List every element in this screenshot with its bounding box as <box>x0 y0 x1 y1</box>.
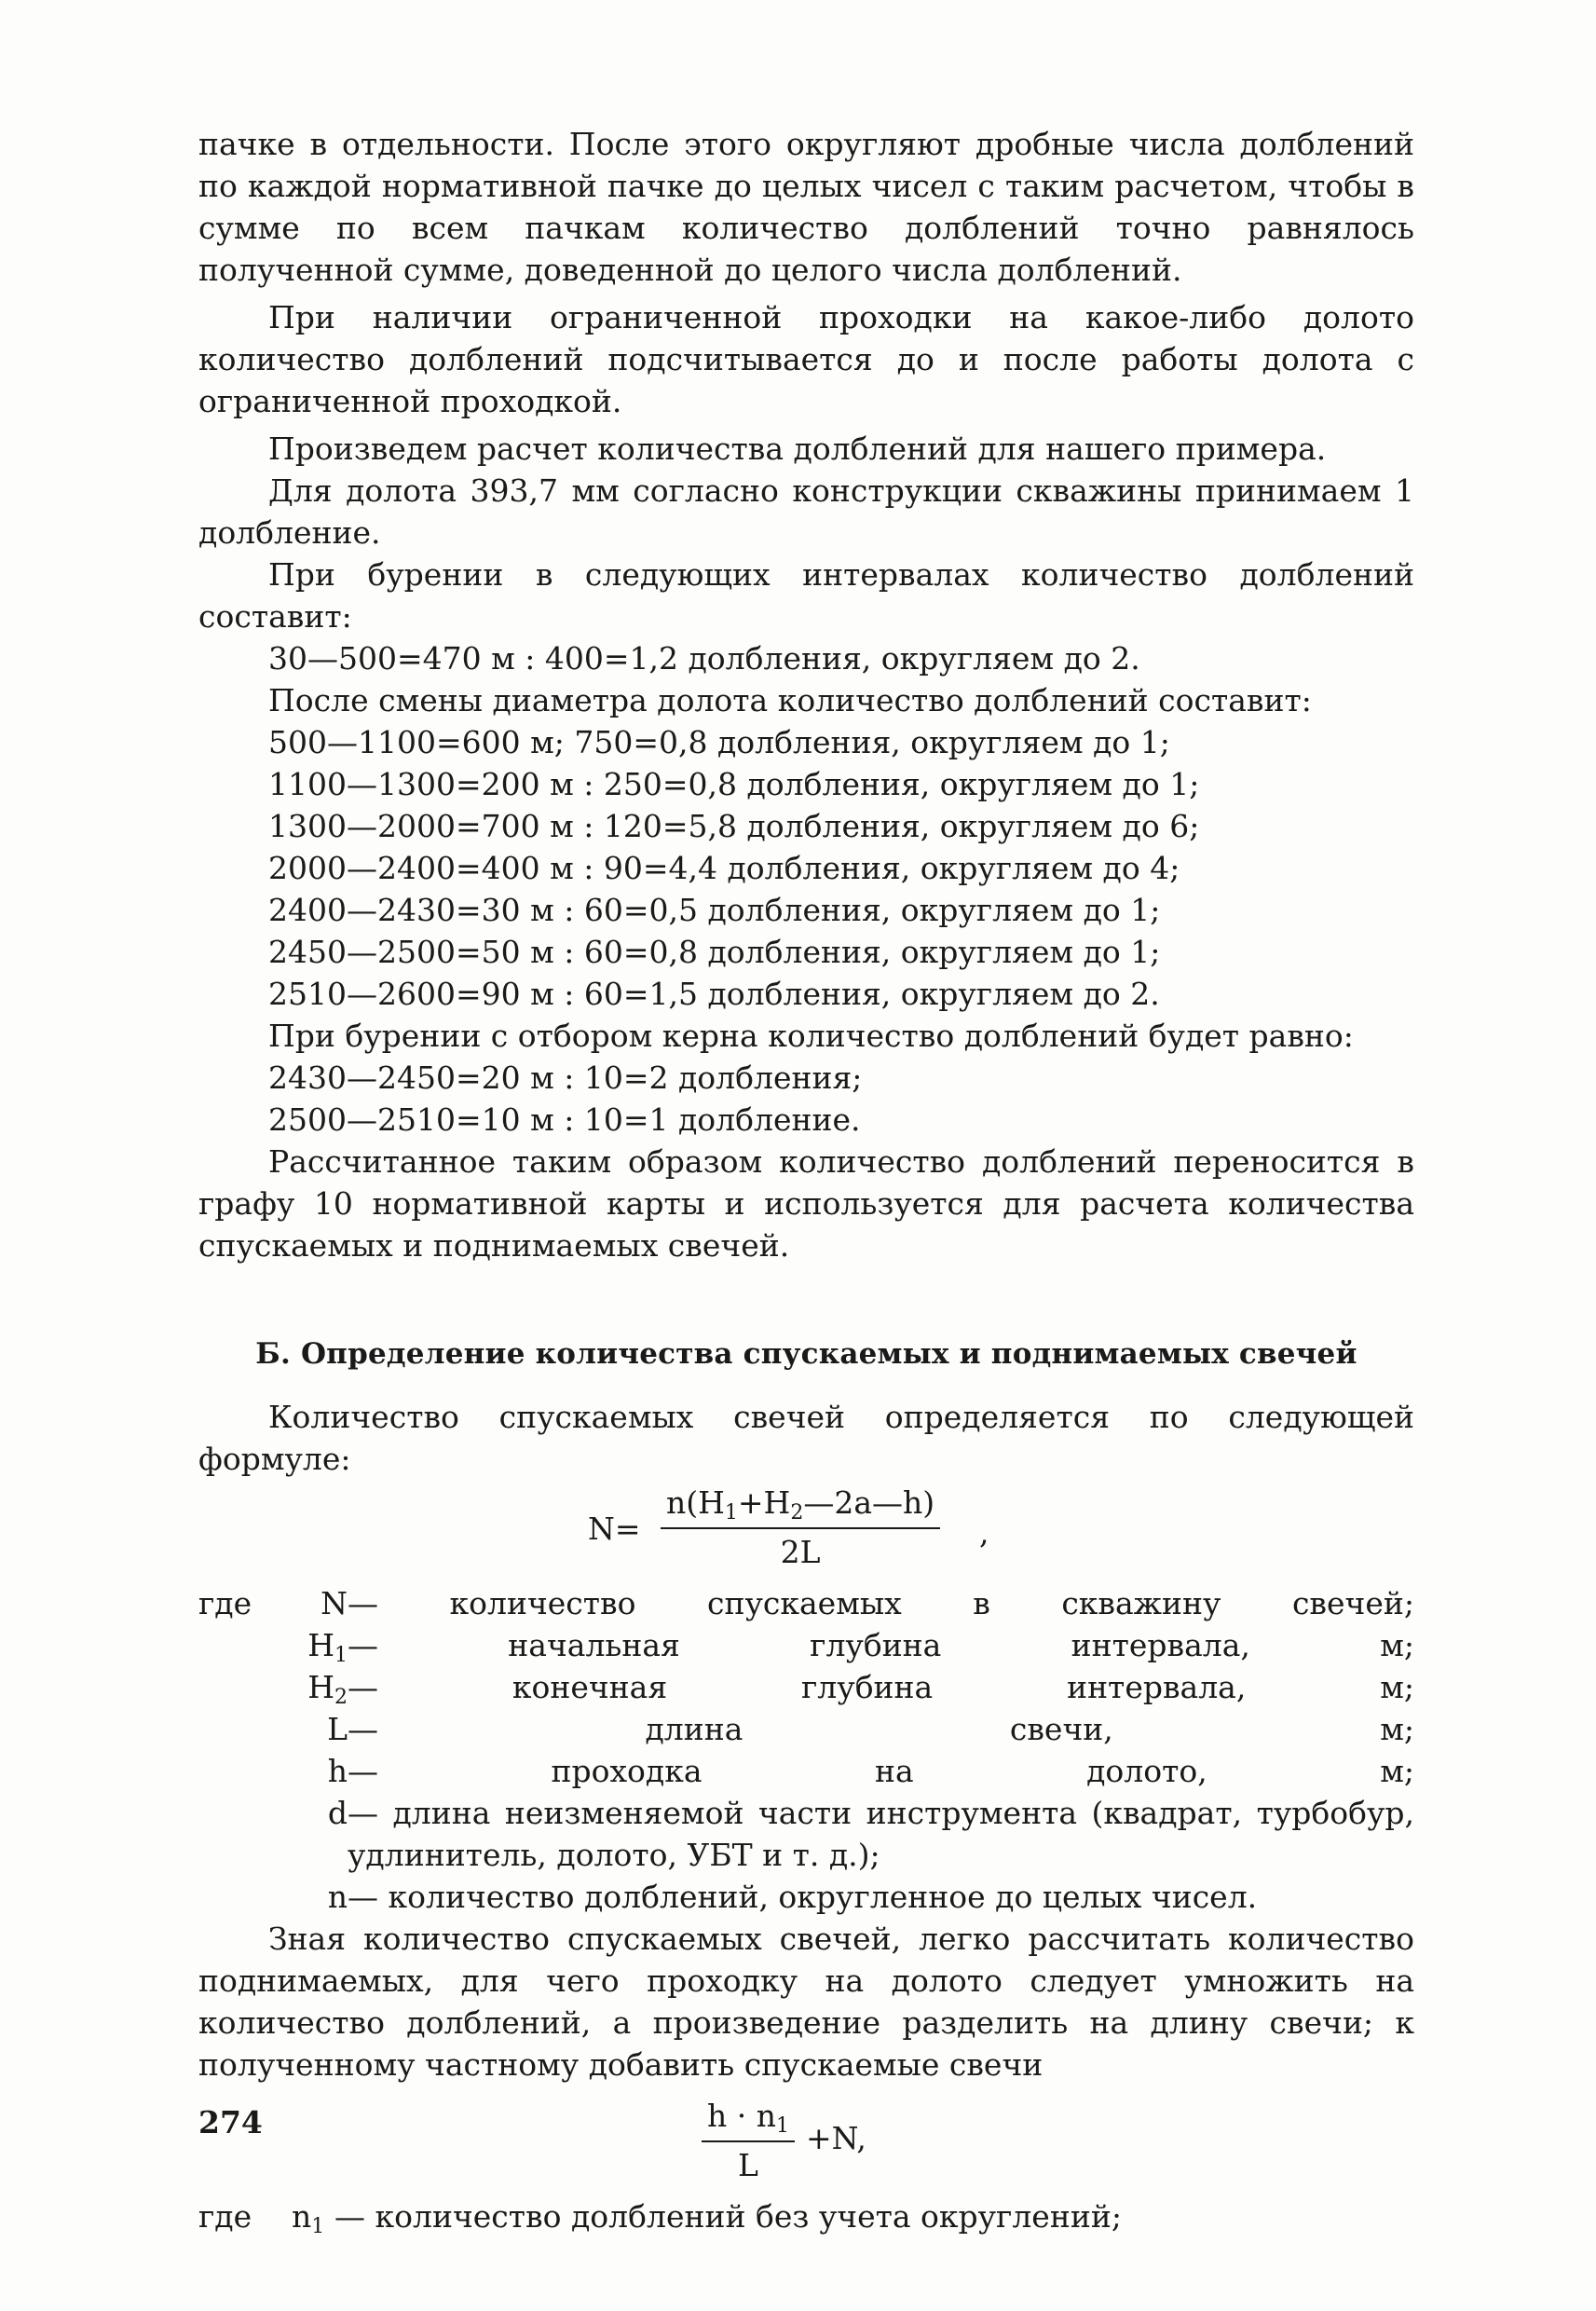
paragraph-1: пачке в отдельности. После этого округляют дробные числа долблений по каждой нормативной пачке до целых чисел с таким расчетом, чтобы в сумме по всем пачкам количество долблений точно равнялось полученной сумме, доведенной до целого числа долблений. <box>198 126 1414 288</box>
subscript: 1 <box>724 1501 738 1525</box>
formula-intro: Количество спускаемых свечей определяется по следующей формуле: <box>198 1399 1414 1477</box>
definition-text: — количество спускаемых в скважину свечей; <box>348 1585 1414 1621</box>
subscript: 2 <box>790 1501 804 1525</box>
paragraph-3: Произведем расчет количества долблений для нашего примера. <box>268 431 1327 467</box>
subscript: 2 <box>334 1686 348 1709</box>
subscript: 1 <box>334 1644 348 1667</box>
formula-fraction <box>661 1482 940 1573</box>
intervals-2-intro: После смены диаметра долота количество долблений составит: <box>268 682 1312 718</box>
interval-line: 2450—2500=50 м : 60=0,8 долбления, округляем до 1; <box>268 934 1161 970</box>
formula-candles-down <box>198 1480 1414 1582</box>
definition-text: — проходка на долото, м; <box>348 1753 1414 1789</box>
final-definition <box>198 2195 1414 2237</box>
page-number: 274 <box>198 2104 263 2140</box>
formula-numerator <box>702 2095 795 2142</box>
definition-symbol: n <box>327 1879 348 1915</box>
interval-line: 500—1100=600 м; 750=0,8 долбления, округляем до 1; <box>268 724 1170 760</box>
formula-numerator <box>661 1482 940 1529</box>
interval-line: 2400—2430=30 м : 60=0,5 долбления, округляем до 1; <box>268 892 1161 928</box>
numerator-part: h · n <box>707 2098 776 2134</box>
numerator-part: —2a—h) <box>803 1484 935 1521</box>
definition-symbol: d <box>327 1795 348 1831</box>
interval-line: 2000—2400=400 м : 90=4,4 долбления, округляем до 4; <box>268 850 1180 886</box>
definition-item <box>198 1876 1414 1918</box>
paragraph-2: При наличии ограниченной проходки на какое-либо долото количество долблений подсчитывается до и после работы долота с ограниченной проходкой. <box>198 299 1414 419</box>
subscript: 1 <box>311 2215 325 2238</box>
numerator-part: +H <box>737 1484 791 1521</box>
paragraph-4: Для долота 393,7 мм согласно конструкции скважины принимаем 1 долбление. <box>198 472 1414 551</box>
definitions-list <box>198 1582 1414 1918</box>
formula-candles-up <box>198 2085 1414 2195</box>
definition-item <box>198 1624 1414 1666</box>
formula-fraction <box>702 2095 795 2186</box>
interval-line: 2430—2450=20 м : 10=2 долбления; <box>268 1060 863 1096</box>
page-body <box>198 123 1414 2237</box>
formula-lhs: N= <box>588 1511 641 1547</box>
formula-denominator: L <box>738 2147 758 2183</box>
definition-item <box>198 1582 1414 1624</box>
definition-text: — начальная глубина интервала, м; <box>348 1627 1414 1663</box>
interval-line: 1100—1300=200 м : 250=0,8 долбления, округляем до 1; <box>268 766 1200 802</box>
interval-line: 1300—2000=700 м : 120=5,8 долбления, округляем до 6; <box>268 808 1200 844</box>
definition-text: — количество долблений, округленное до целых чисел. <box>348 1879 1258 1915</box>
formula-trailing: +N, <box>806 2120 866 2156</box>
definition-item <box>198 1708 1414 1750</box>
symbol-letter: H <box>307 1627 334 1663</box>
intervals-1-intro: При бурении в следующих интервалах количество долблений составит: <box>198 556 1414 635</box>
definition-symbol: h <box>327 1753 348 1789</box>
paragraph-6: Зная количество спускаемых свечей, легко рассчитать количество поднимаемых, для чего проходку на долото следует умножить на количество долблений, а произведение разделить на длину свечи; к полученному частному добавить спускаемые свечи <box>198 1921 1414 2083</box>
interval-line: 2500—2510=10 м : 10=1 долбление. <box>268 1101 861 1138</box>
definition-text: — конечная глубина интервала, м; <box>348 1669 1414 1705</box>
subscript: 1 <box>775 2114 789 2138</box>
definition-symbol: N <box>321 1585 348 1621</box>
definition-item <box>198 1750 1414 1792</box>
symbol-letter: n <box>292 2198 312 2235</box>
formula-denominator: 2L <box>780 1534 821 1570</box>
definition-text: — длина неизменяемой части инструмента (квадрат, турбобур, удлинитель, долото, УБТ и т. д.); <box>348 1795 1414 1873</box>
definition-symbol <box>292 2195 324 2237</box>
interval-line: 30—500=470 м : 400=1,2 долбления, округляем до 2. <box>268 640 1140 677</box>
definition-item <box>198 1666 1414 1708</box>
definition-item <box>198 1792 1414 1876</box>
section-heading: Б. Определение количества спускаемых и поднимаемых свечей <box>255 1337 1357 1371</box>
paragraph-5: Рассчитанное таким образом количество долблений переносится в графу 10 нормативной карты и используется для расчета количества спускаемых и поднимаемых свечей. <box>198 1143 1414 1264</box>
formula-trailing: , <box>979 1514 989 1551</box>
definition-symbol <box>307 1624 348 1666</box>
symbol-letter: H <box>307 1669 334 1705</box>
numerator-part: n(H <box>666 1484 725 1521</box>
interval-line: 2510—2600=90 м : 60=1,5 долбления, округляем до 2. <box>268 976 1160 1012</box>
where-label: где <box>198 2198 252 2235</box>
where-label: где <box>198 1585 252 1621</box>
intervals-3-intro: При бурении с отбором керна количество долблений будет равно: <box>268 1018 1354 1054</box>
definition-symbol: L <box>327 1711 348 1747</box>
definition-symbol <box>307 1666 348 1708</box>
definition-text: — длина свечи, м; <box>348 1711 1414 1747</box>
definition-text: — количество долблений без учета округлений; <box>334 2198 1122 2235</box>
